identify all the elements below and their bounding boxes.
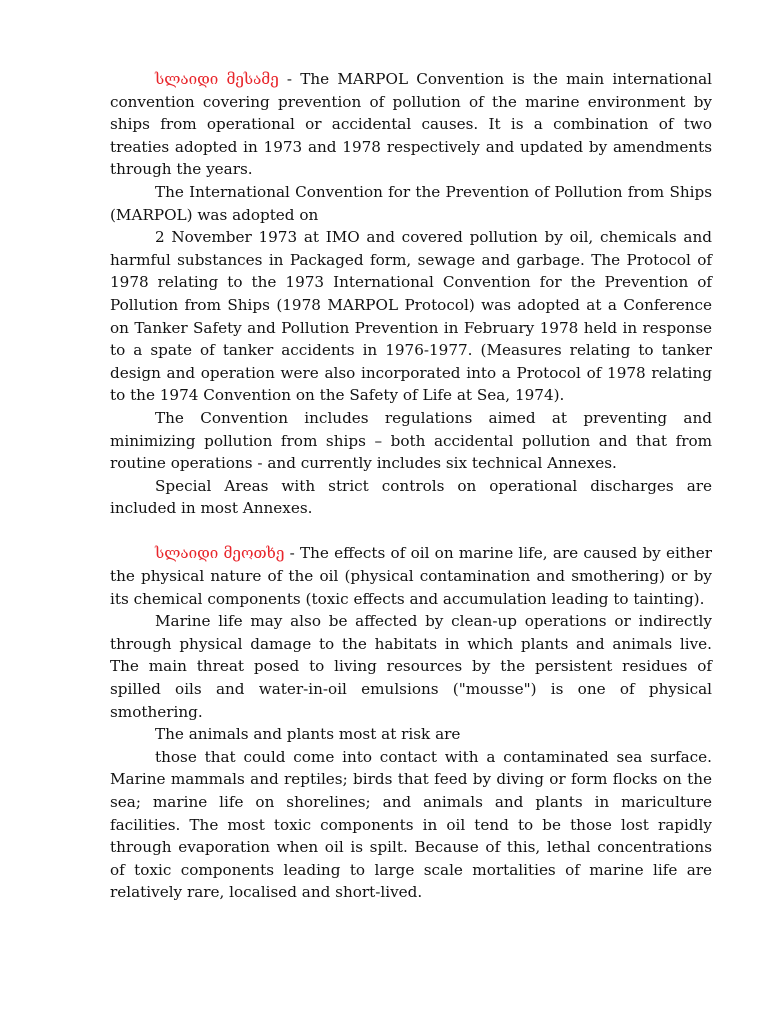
paragraph-text: The MARPOL Convention is the main international convention covering prevention of pollution of the marine environment by ships from operational or accidental causes. It is a combination of two treaties adopted in 1973 and 1978 respectively and updated by amendments through the years. <box>110 70 712 179</box>
paragraph <box>110 542 712 610</box>
section-slide-four <box>110 542 712 904</box>
paragraph: Marine life may also be affected by clean-up operations or indirectly through physical damage to the habitats in which plants and animals live. The main threat posed to living resources by the persistent residues of spilled oils and water-in-oil emulsions ("mousse") is one of physical smothering. <box>110 612 712 721</box>
paragraph: those that could come into contact with a contaminated sea surface. Marine mammals and reptiles; birds that feed by diving or form flocks on the sea; marine life on shorelines; and animals and plants in mariculture facilities. The most toxic components in oil tend to be those lost rapidly through evaporation when oil is spilt. Because of this, lethal concentrations of toxic components leading to large scale mortalities of marine life are relatively rare, localised and short-lived. <box>110 747 712 902</box>
section-slide-three <box>110 68 712 520</box>
paragraph: The Convention includes regulations aimed at preventing and minimizing pollution from ships – both accidental pollution and that from routine operations - and currently includes six technical Annexes. <box>110 408 712 473</box>
section-heading: სლაიდი მესამე <box>155 70 279 88</box>
section-heading: სლაიდი მეოთხე <box>155 544 285 563</box>
paragraph: The animals and plants most at risk are <box>155 725 461 744</box>
paragraph <box>110 68 712 181</box>
paragraph: 2 November 1973 at IMO and covered pollution by oil, chemicals and harmful substances in Packaged form, sewage and garbage. The Protocol of 1978 relating to the 1973 International Convention for the Prevention of Pollution from Ships (1978 MARPOL Protocol) was adopted at a Conference on Tanker Safety and Pollution Prevention in February 1978 held in response to a spate of tanker accidents in 1976-1977. (Measures relating to tanker design and operation were also incorporated into a Protocol of 1978 relating to the 1974 Convention on the Safety of Life at Sea, 1974). <box>110 228 712 405</box>
paragraph: The International Convention for the Prevention of Pollution from Ships (MARPOL) was adopted on <box>110 182 712 224</box>
paragraph: Special Areas with strict controls on operational discharges are included in most Annexes. <box>110 476 712 518</box>
document-page <box>110 68 712 904</box>
heading-dash: - <box>284 544 300 563</box>
paragraph-text: The effects of oil on marine life, are caused by either the physical nature of the oil (physical contamination and smothering) or by its chemical components (toxic effects and accumulation leading to tainting). <box>110 544 712 608</box>
heading-dash: - <box>278 70 301 88</box>
